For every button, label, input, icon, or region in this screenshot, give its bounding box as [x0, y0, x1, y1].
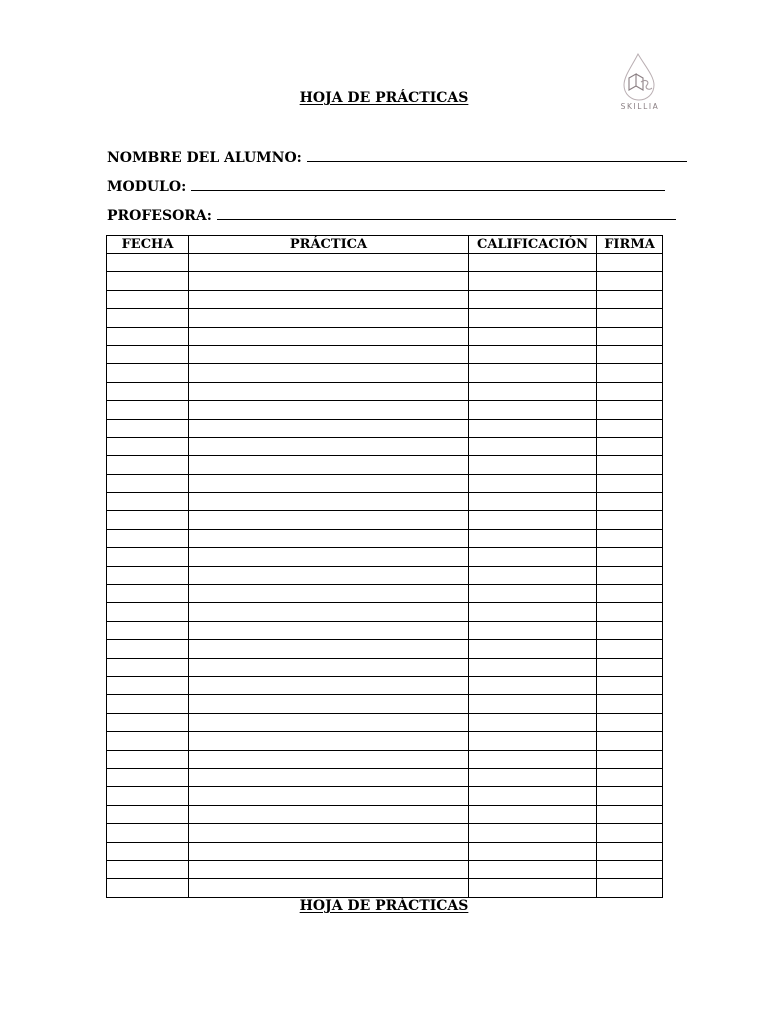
fecha-cell[interactable] [107, 327, 189, 345]
firma-cell[interactable] [597, 787, 663, 805]
calificacion-cell[interactable] [469, 474, 597, 492]
fecha-cell[interactable] [107, 695, 189, 713]
calificacion-cell[interactable] [469, 842, 597, 860]
header-calificacion: CALIFICACIÓN [469, 236, 597, 254]
firma-cell[interactable] [597, 529, 663, 547]
header-practica: PRÁCTICA [189, 236, 469, 254]
fecha-cell[interactable] [107, 382, 189, 400]
practica-cell[interactable] [189, 842, 469, 860]
table-row [107, 805, 663, 823]
calificacion-cell[interactable] [469, 493, 597, 511]
table-row [107, 272, 663, 290]
fecha-cell[interactable] [107, 419, 189, 437]
calificacion-cell[interactable] [469, 290, 597, 308]
table-header-row [107, 236, 663, 254]
firma-cell[interactable] [597, 658, 663, 676]
fecha-cell[interactable] [107, 290, 189, 308]
practica-cell[interactable] [189, 327, 469, 345]
calificacion-cell[interactable] [469, 824, 597, 842]
practica-cell[interactable] [189, 529, 469, 547]
fecha-cell[interactable] [107, 493, 189, 511]
practica-cell[interactable] [189, 254, 469, 272]
practica-cell[interactable] [189, 548, 469, 566]
firma-cell[interactable] [597, 254, 663, 272]
practica-cell[interactable] [189, 879, 469, 897]
practica-cell[interactable] [189, 640, 469, 658]
table-row [107, 750, 663, 768]
table-row [107, 842, 663, 860]
practica-cell[interactable] [189, 364, 469, 382]
fecha-cell[interactable] [107, 658, 189, 676]
logo-text: SKILLIA [620, 102, 660, 111]
firma-cell[interactable] [597, 493, 663, 511]
practica-cell[interactable] [189, 585, 469, 603]
table-row [107, 860, 663, 878]
table-row [107, 566, 663, 584]
practica-cell[interactable] [189, 713, 469, 731]
calificacion-cell[interactable] [469, 529, 597, 547]
calificacion-cell[interactable] [469, 272, 597, 290]
calificacion-cell[interactable] [469, 382, 597, 400]
calificacion-cell[interactable] [469, 401, 597, 419]
header-fecha: FECHA [107, 236, 189, 254]
practica-cell[interactable] [189, 787, 469, 805]
fecha-cell[interactable] [107, 529, 189, 547]
calificacion-cell[interactable] [469, 640, 597, 658]
firma-cell[interactable] [597, 309, 663, 327]
calificacion-cell[interactable] [469, 309, 597, 327]
firma-cell[interactable] [597, 621, 663, 639]
calificacion-cell[interactable] [469, 676, 597, 694]
practica-cell[interactable] [189, 603, 469, 621]
calificacion-cell[interactable] [469, 585, 597, 603]
practica-cell[interactable] [189, 860, 469, 878]
calificacion-cell[interactable] [469, 511, 597, 529]
practica-cell[interactable] [189, 309, 469, 327]
calificacion-cell[interactable] [469, 345, 597, 363]
firma-cell[interactable] [597, 860, 663, 878]
fecha-cell[interactable] [107, 750, 189, 768]
profesora-label: PROFESORA: [107, 208, 212, 224]
calificacion-cell[interactable] [469, 732, 597, 750]
fecha-cell[interactable] [107, 511, 189, 529]
fecha-cell[interactable] [107, 309, 189, 327]
firma-cell[interactable] [597, 456, 663, 474]
table-row [107, 364, 663, 382]
practicas-table [106, 235, 663, 898]
fecha-cell[interactable] [107, 640, 189, 658]
table-row [107, 456, 663, 474]
practica-cell[interactable] [189, 732, 469, 750]
firma-cell[interactable] [597, 272, 663, 290]
calificacion-cell[interactable] [469, 860, 597, 878]
fecha-cell[interactable] [107, 732, 189, 750]
firma-cell[interactable] [597, 327, 663, 345]
firma-cell[interactable] [597, 345, 663, 363]
fecha-cell[interactable] [107, 345, 189, 363]
firma-cell[interactable] [597, 566, 663, 584]
practica-cell[interactable] [189, 621, 469, 639]
calificacion-cell[interactable] [469, 327, 597, 345]
table-row [107, 879, 663, 897]
firma-cell[interactable] [597, 824, 663, 842]
practica-cell[interactable] [189, 750, 469, 768]
calificacion-cell[interactable] [469, 566, 597, 584]
table-row [107, 548, 663, 566]
table-row [107, 309, 663, 327]
firma-cell[interactable] [597, 290, 663, 308]
practica-cell[interactable] [189, 695, 469, 713]
firma-cell[interactable] [597, 364, 663, 382]
page-title: HOJA DE PRÁCTICAS [299, 90, 469, 106]
table-row [107, 327, 663, 345]
fecha-cell[interactable] [107, 676, 189, 694]
firma-cell[interactable] [597, 842, 663, 860]
footer-title: HOJA DE PRÁCTICAS [299, 898, 469, 914]
practica-cell[interactable] [189, 511, 469, 529]
skillia-logo [612, 52, 668, 118]
table-row [107, 768, 663, 786]
fecha-cell[interactable] [107, 401, 189, 419]
practica-cell[interactable] [189, 805, 469, 823]
firma-cell[interactable] [597, 511, 663, 529]
firma-cell[interactable] [597, 585, 663, 603]
firma-cell[interactable] [597, 603, 663, 621]
fecha-cell[interactable] [107, 879, 189, 897]
header-firma: FIRMA [597, 236, 663, 254]
table-row [107, 290, 663, 308]
fecha-cell[interactable] [107, 272, 189, 290]
calificacion-cell[interactable] [469, 787, 597, 805]
fecha-cell[interactable] [107, 787, 189, 805]
nombre-alumno-field[interactable] [107, 146, 687, 166]
fecha-cell[interactable] [107, 254, 189, 272]
table-row [107, 493, 663, 511]
table-row [107, 732, 663, 750]
profesora-field[interactable] [107, 204, 676, 224]
table-row [107, 345, 663, 363]
table-row [107, 254, 663, 272]
profesora-line[interactable] [217, 219, 676, 220]
calificacion-cell[interactable] [469, 456, 597, 474]
firma-cell[interactable] [597, 695, 663, 713]
practica-cell[interactable] [189, 437, 469, 455]
fecha-cell[interactable] [107, 548, 189, 566]
table-row [107, 713, 663, 731]
fecha-cell[interactable] [107, 860, 189, 878]
fecha-cell[interactable] [107, 603, 189, 621]
calificacion-cell[interactable] [469, 364, 597, 382]
firma-cell[interactable] [597, 879, 663, 897]
table-row [107, 787, 663, 805]
modulo-label: MODULO: [107, 179, 187, 195]
table-row [107, 401, 663, 419]
table-body [107, 254, 663, 898]
firma-cell[interactable] [597, 676, 663, 694]
practica-cell[interactable] [189, 658, 469, 676]
calificacion-cell[interactable] [469, 805, 597, 823]
firma-cell[interactable] [597, 419, 663, 437]
table-row [107, 640, 663, 658]
table-row [107, 419, 663, 437]
fecha-cell[interactable] [107, 805, 189, 823]
firma-cell[interactable] [597, 805, 663, 823]
fecha-cell[interactable] [107, 713, 189, 731]
practica-cell[interactable] [189, 566, 469, 584]
practica-cell[interactable] [189, 290, 469, 308]
fecha-cell[interactable] [107, 566, 189, 584]
calificacion-cell[interactable] [469, 713, 597, 731]
table-row [107, 695, 663, 713]
calificacion-cell[interactable] [469, 658, 597, 676]
table-row [107, 621, 663, 639]
fecha-cell[interactable] [107, 585, 189, 603]
fecha-cell[interactable] [107, 474, 189, 492]
calificacion-cell[interactable] [469, 419, 597, 437]
modulo-field[interactable] [107, 175, 665, 195]
nombre-alumno-line[interactable] [307, 161, 687, 162]
table-row [107, 511, 663, 529]
practica-cell[interactable] [189, 382, 469, 400]
practica-cell[interactable] [189, 474, 469, 492]
fecha-cell[interactable] [107, 456, 189, 474]
calificacion-cell[interactable] [469, 879, 597, 897]
firma-cell[interactable] [597, 640, 663, 658]
practica-cell[interactable] [189, 824, 469, 842]
table-row [107, 603, 663, 621]
firma-cell[interactable] [597, 732, 663, 750]
fecha-cell[interactable] [107, 364, 189, 382]
calificacion-cell[interactable] [469, 750, 597, 768]
firma-cell[interactable] [597, 548, 663, 566]
table-row [107, 529, 663, 547]
calificacion-cell[interactable] [469, 768, 597, 786]
table-row [107, 658, 663, 676]
table-row [107, 676, 663, 694]
practica-cell[interactable] [189, 345, 469, 363]
calificacion-cell[interactable] [469, 437, 597, 455]
firma-cell[interactable] [597, 382, 663, 400]
practica-cell[interactable] [189, 401, 469, 419]
fecha-cell[interactable] [107, 437, 189, 455]
table-row [107, 474, 663, 492]
practica-cell[interactable] [189, 272, 469, 290]
table-row [107, 824, 663, 842]
practica-cell[interactable] [189, 676, 469, 694]
calificacion-cell[interactable] [469, 695, 597, 713]
calificacion-cell[interactable] [469, 621, 597, 639]
modulo-line[interactable] [191, 190, 665, 191]
calificacion-cell[interactable] [469, 603, 597, 621]
practica-cell[interactable] [189, 419, 469, 437]
firma-cell[interactable] [597, 713, 663, 731]
practica-cell[interactable] [189, 768, 469, 786]
table-row [107, 382, 663, 400]
practica-cell[interactable] [189, 493, 469, 511]
firma-cell[interactable] [597, 768, 663, 786]
calificacion-cell[interactable] [469, 254, 597, 272]
practica-cell[interactable] [189, 456, 469, 474]
firma-cell[interactable] [597, 437, 663, 455]
firma-cell[interactable] [597, 474, 663, 492]
calificacion-cell[interactable] [469, 548, 597, 566]
fecha-cell[interactable] [107, 842, 189, 860]
table-row [107, 585, 663, 603]
table-row [107, 437, 663, 455]
firma-cell[interactable] [597, 750, 663, 768]
firma-cell[interactable] [597, 401, 663, 419]
fecha-cell[interactable] [107, 824, 189, 842]
fecha-cell[interactable] [107, 621, 189, 639]
nombre-alumno-label: NOMBRE DEL ALUMNO: [107, 150, 302, 166]
fecha-cell[interactable] [107, 768, 189, 786]
